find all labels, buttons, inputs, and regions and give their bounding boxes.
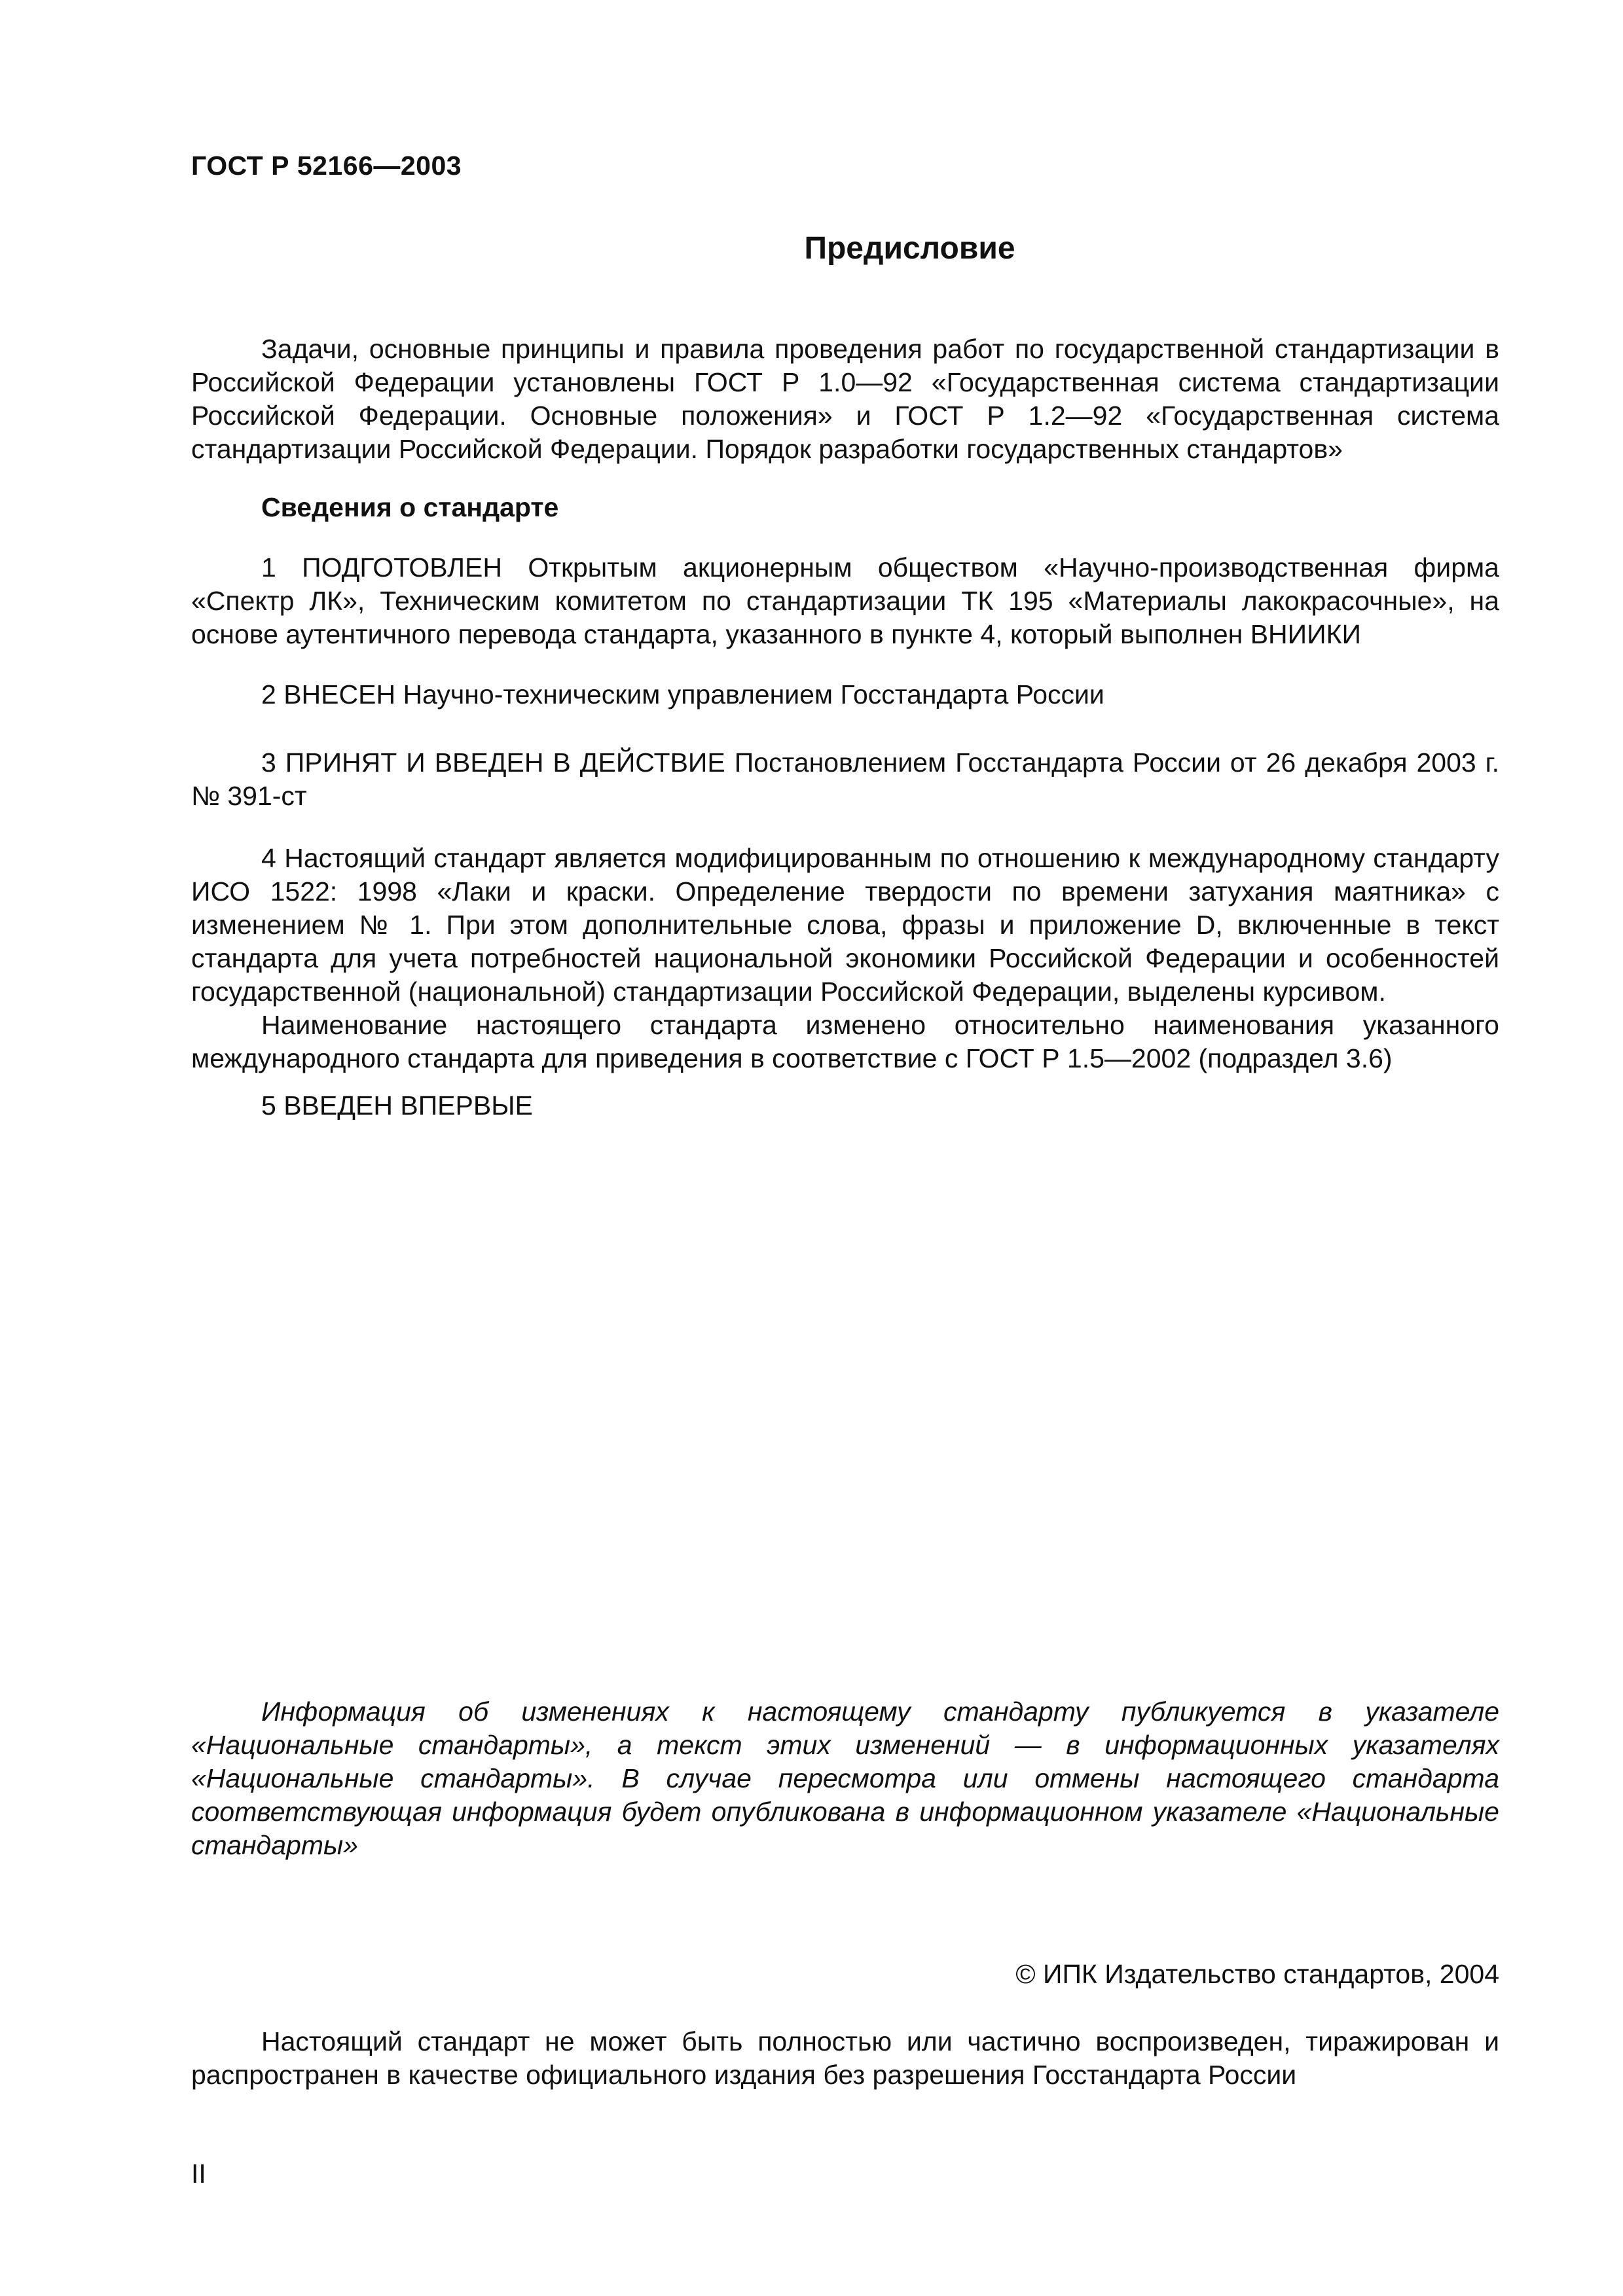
info-note-text: Информация об изменениях к настоящему стандарту публикуется в указателе «Национальные стандарты», а текст этих изменений — в информационных указателях «Национальные стандарты». В случае пересмотра или отмены настоящего стандарта соответствующая информация будет опубликована в информационном указателе «Национальные стандарты»: [191, 1696, 1499, 1860]
intro-text: Задачи, основные принципы и правила проведения работ по государственной стандартизации в Российской Федерации установлены ГОСТ Р 1.0—92 «Государственная система стандартизации Российской Федерации. Основные положения» и ГОСТ Р 1.2—92 «Государственная система стандартизации Российской Федерации. Порядок разработки государственных стандартов»: [191, 334, 1499, 464]
item-5-text: 5 ВВЕДЕН ВПЕРВЫЕ: [261, 1090, 533, 1121]
item-4: [191, 842, 1499, 1075]
item-3-text: 3 ПРИНЯТ И ВВЕДЕН В ДЕЙСТВИЕ Постановлением Госстандарта России от 26 декабря 2003 г. № 391-ст: [191, 747, 1499, 811]
rights-notice-text: Настоящий стандарт не может быть полностью или частично воспроизведен, тиражирован и распространен в качестве официального издания без разрешения Госстандарта России: [191, 2026, 1499, 2090]
item-2: [191, 678, 1499, 711]
rights-notice: [191, 2025, 1499, 2092]
item-4-text: 4 Настоящий стандарт является модифицированным по отношению к международному стандарту ИСО 1522: 1998 «Лаки и краски. Определение твердости по времени затухания маятника» с изменением № 1. При этом дополнительные слова, фразы и приложение D, включенные в текст стандарта для учета потребностей национальной экономики Российской Федерации и особенностей государственной (национальной) стандартизации Российской Федерации, выделены курсивом.: [191, 843, 1499, 1007]
item-4-note: Наименование настоящего стандарта изменено относительно наименования указанного международного стандарта для приведения в соответствие с ГОСТ Р 1.5—2002 (подраздел 3.6): [191, 1010, 1499, 1073]
item-1: [191, 551, 1499, 651]
intro-paragraph: [191, 332, 1499, 466]
item-2-text: 2 ВНЕСЕН Научно-техническим управлением Госстандарта России: [261, 679, 1104, 709]
document-code: ГОСТ Р 52166—2003: [191, 151, 462, 181]
section-heading: Сведения о стандарте: [261, 492, 559, 522]
copyright: © ИПК Издательство стандартов, 2004: [1015, 1959, 1499, 1989]
info-note: [191, 1695, 1499, 1862]
page-number: II: [191, 2159, 206, 2189]
item-3: [191, 746, 1499, 813]
item-1-text: 1 ПОДГОТОВЛЕН Открытым акционерным обществом «Научно-производственная фирма «Спектр ЛК», Техническим комитетом по стандартизации ТК 195 «Материалы лакокрасочные», на основе аутентичного перевода стандарта, указанного в пункте 4, который выполнен ВНИИКИ: [191, 552, 1499, 649]
item-5: [191, 1089, 1499, 1122]
page-title: Предисловие: [804, 231, 1015, 266]
